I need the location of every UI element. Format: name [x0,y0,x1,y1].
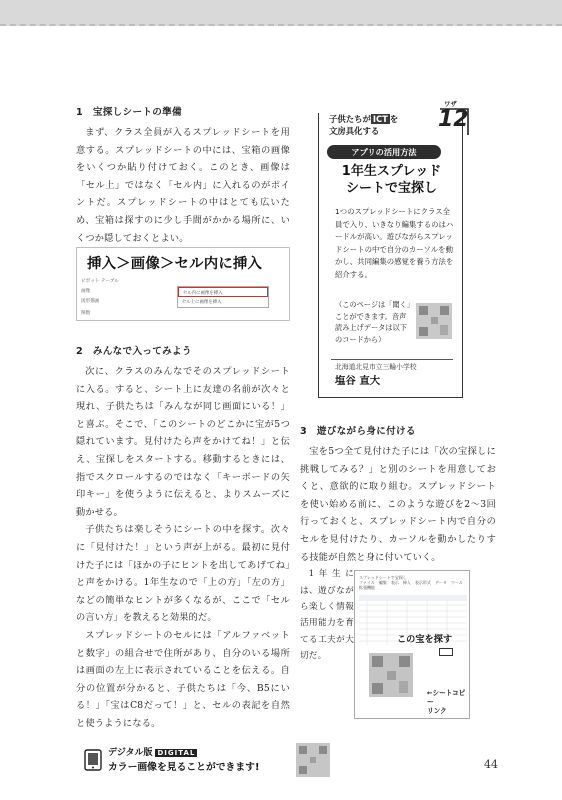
section2-para-1: 次に、クラスのみんなでそのスプレッドシートに入る。すると、シート上に友達の名前が次々と現れ、子供たちは「みんなが同じ画面にいる！」と喜ぶ。そこで、「このシートのどこかに宝が5つ隠れています。見付けたら声をかけてね！」と伝え、宝探しをスタートする。移動するときには、指でスクロールするのではなく「キーボードの矢印キー」を使うように伝えると、よりスムーズに動かせる。 [76,366,290,518]
section1-title: 1 宝探しシートの準備 [76,107,182,118]
section2-para-2: 子供たちは楽しそうにシートの中を探す。次々に「見付けた！」という声が上がる。最初に見付けた子には「ほかの子にヒントを出してあげてね」と声をかける。1年生なので「上の方」「左の方」などの簡単なヒントが多くなるが、ここで「セルの言い方」を教えると効果的だ。 [76,524,290,624]
page-number: 44 [484,758,498,771]
sidebar-title-line1: 1年生スプレッド [341,164,442,179]
menu-row-drawing: 図形描画 [81,299,100,304]
submenu-insert-over-cell: セル上に画像を挿入 [182,300,222,305]
app-usage-pill: アプリの活用方法 [327,145,441,159]
sidebar-divider [331,359,453,360]
section2-title: 2 みんなで入ってみよう [76,346,192,357]
sidebar-box [318,100,469,398]
section3-title: 3 遊びながら身に付ける [300,426,416,437]
treasure-cell-marker [439,648,453,656]
kicker-ict: ICT [372,114,388,124]
top-header-band [0,0,562,26]
copy-note-line2: リンク [427,707,447,715]
menu-row-image: 画像 [81,289,91,294]
menu-row-function: 関数 [81,311,91,316]
digital-edition [108,745,197,758]
waza-badge [434,99,474,139]
find-treasure-label: この宝を探す [397,634,453,645]
section2-para-3: スプレッドシートのセルには「アルファベットと数字」の組合せで住所があり、自分のいる場所は画面の左上に表示されていることを伝える。自分の位置が分かると、子供たちは「今、B5にいる！」「宝はC8だって！」と、セルの表記を自然と使うようになる。 [76,629,290,729]
sidebar-kicker [329,113,398,137]
copy-note-line1: ←シートコピー [427,689,466,706]
audio-note: （このページは「聞く」ことができます。音声読み上げデータは以下のコードから） [335,300,411,344]
author-school: 北海道北見市立三輪小学校 [335,363,417,371]
waza-number: 12 [438,107,469,132]
submenu [177,286,269,308]
sheet-copy-note [427,689,469,716]
menu-row-pivot: ピボット テーブル [81,279,119,284]
kicker-line2: 文房具化する [329,126,380,136]
digital-word: DIGITAL [157,749,196,757]
sheet-copy-qr-code[interactable] [369,653,413,697]
kicker-pre: 子供たちが [329,114,371,124]
waza-label: ワザ [444,100,457,108]
footer-digital-banner [84,743,464,779]
section1-body: まず、クラス全員が入るスプレッドシートを用意する。スプレッドシートの中には、宝箱の画像をいくつか貼り付けておく。このとき、画像は「セル上」ではなく「セル内」に入れるのがポイントだ。スプレッドシートの中はとても広いため、宝箱は探すのに少し手間がかかる場所に、いくつか隠しておくとよい。 [76,127,290,244]
author-name: 塩谷 直大 [335,375,381,387]
screenshot-treasure-sheet [354,570,470,719]
left-column [76,104,290,247]
sidebar-description: 1つのスプレッドシートにクラス全員で入り、いきなり編集するのはハードルが高い。遊びながらスプレッドシートの中で自分のカーソルを動かし、共同編集の感覚を養う方法を紹介する。 [335,207,454,279]
digital-color-note: カラー画像を見ることができます! [108,762,260,773]
submenu-insert-in-cell: セル内に画像を挿入 [178,287,268,297]
left-column-lower [76,343,290,732]
section3-para-1: 宝を5つ全て見付けた子には「次の宝探しに挑戦してみる？」と別のシートを用意しておくと、意欲的に取り組む。スプレッドシートを使い始める前に、このような遊びを2〜3回行っておくと、スプレッドシート内で自分のセルを見付けたり、カーソルを動かしたりする技能が自然と身に付いていく。 [300,446,496,563]
sidebar-title-line2: シートで宝探し [345,181,437,196]
section3-para-2: 1年生には、遊びながら楽しく情報活用能力を育てる工夫が大切だ。 [300,569,354,662]
screenshot-insert-image [76,247,290,321]
digital-edition-label: デジタル版 [108,748,153,758]
sheet-menu: ファイル 編集 表示 挿入 表示形式 データ ツール 拡張機能 [359,580,467,590]
digital-qr-code[interactable] [296,743,330,777]
kicker-mid: を [389,114,399,124]
sidebar-title [319,163,464,197]
tablet-icon [84,749,102,771]
audio-qr-code[interactable] [416,303,452,339]
sheet-header [359,575,467,589]
sheet-name: スプレッドシートで宝探し [359,575,407,580]
screenshot-caption: 挿入＞画像＞セル内に挿入 [87,256,263,272]
